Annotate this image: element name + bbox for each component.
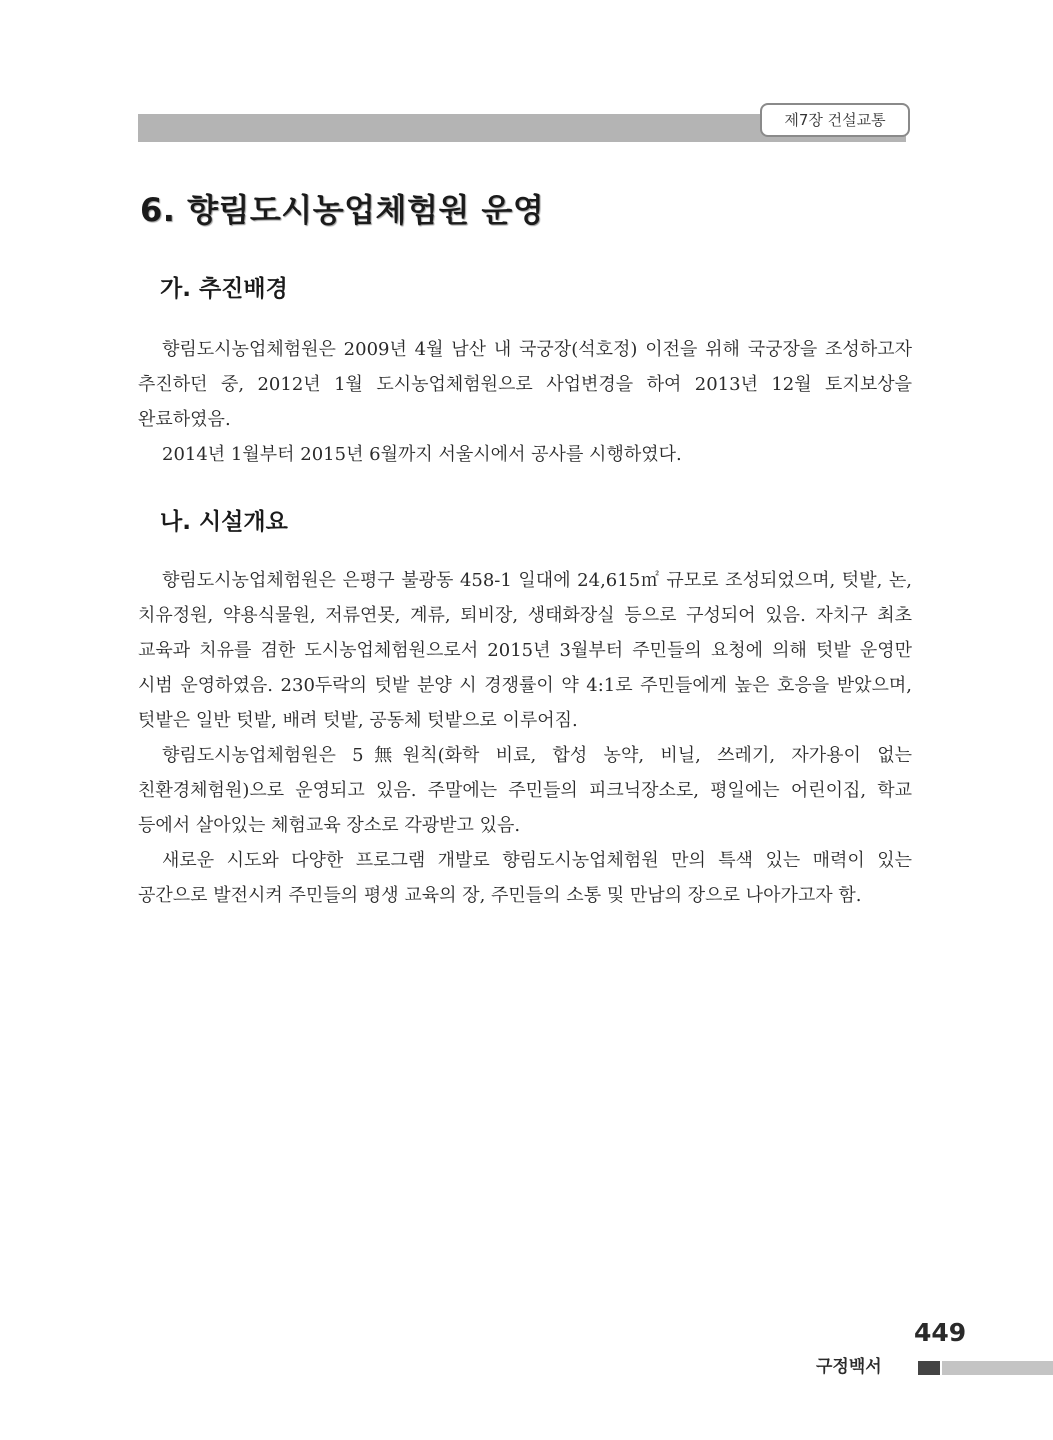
section-heading-background: 가. 추진배경: [160, 276, 288, 302]
paragraph: 향림도시농업체험원은 2009년 4월 남산 내 국궁장(석호정) 이전을 위해 국궁장을 조성하고자 추진하던 중, 2012년 1월 도시농업체험원으로 사업변경을 하여 2013년 12월 토지보상을 완료하였음.: [138, 339, 912, 430]
paragraph: 향림도시농업체험원은 5無원칙(화학 비료, 합성 농약, 비닐, 쓰레기, 자가용이 없는 친환경체험원)으로 운영되고 있음. 주말에는 주민들의 피크닉장소로, 평일에는 어린이집, 학교 등에서 살아있는 체험교육 장소로 각광받고 있음.: [138, 745, 912, 836]
paragraph: 향림도시농업체험원은 은평구 불광동 458-1 일대에 24,615㎡ 규모로 조성되었으며, 텃밭, 논, 치유정원, 약용식물원, 저류연못, 계류, 퇴비장, 생태화장실 등으로 구성되어 있음. 자치구 최초 교육과 치유를 겸한 도시농업체험원으로서 2015년 3월부터 주민들의 요청에 의해 텃밭 운영만 시범 운영하였음. 230두락의 텃밭 분양 시 경쟁률이 약 4:1로 주민들에게 높은 호응을 받았으며, 텃밭은 일반 텃밭, 배려 텃밭, 공동체 텃밭으로 이루어짐.: [138, 570, 912, 731]
footer-bar-light: [942, 1361, 1053, 1375]
chapter-label: 제7장 건설교통: [760, 103, 910, 137]
footer-bar-dark: [918, 1361, 940, 1375]
section-body-facilities: [138, 563, 912, 913]
section-heading-facilities: 나. 시설개요: [160, 509, 288, 535]
page-title: 6. 향림도시농업체험원 운영: [140, 191, 545, 229]
paragraph: 새로운 시도와 다양한 프로그램 개발로 향림도시농업체험원 만의 특색 있는 매력이 있는 공간으로 발전시켜 주민들의 평생 교육의 장, 주민들의 소통 및 만남의 장으로 나아가고자 함.: [138, 850, 912, 906]
section-body-background: [138, 332, 912, 472]
paragraph: 2014년 1월부터 2015년 6월까지 서울시에서 공사를 시행하였다.: [162, 444, 682, 465]
page-number: 449: [914, 1318, 967, 1347]
book-title: 구정백서: [816, 1357, 882, 1377]
